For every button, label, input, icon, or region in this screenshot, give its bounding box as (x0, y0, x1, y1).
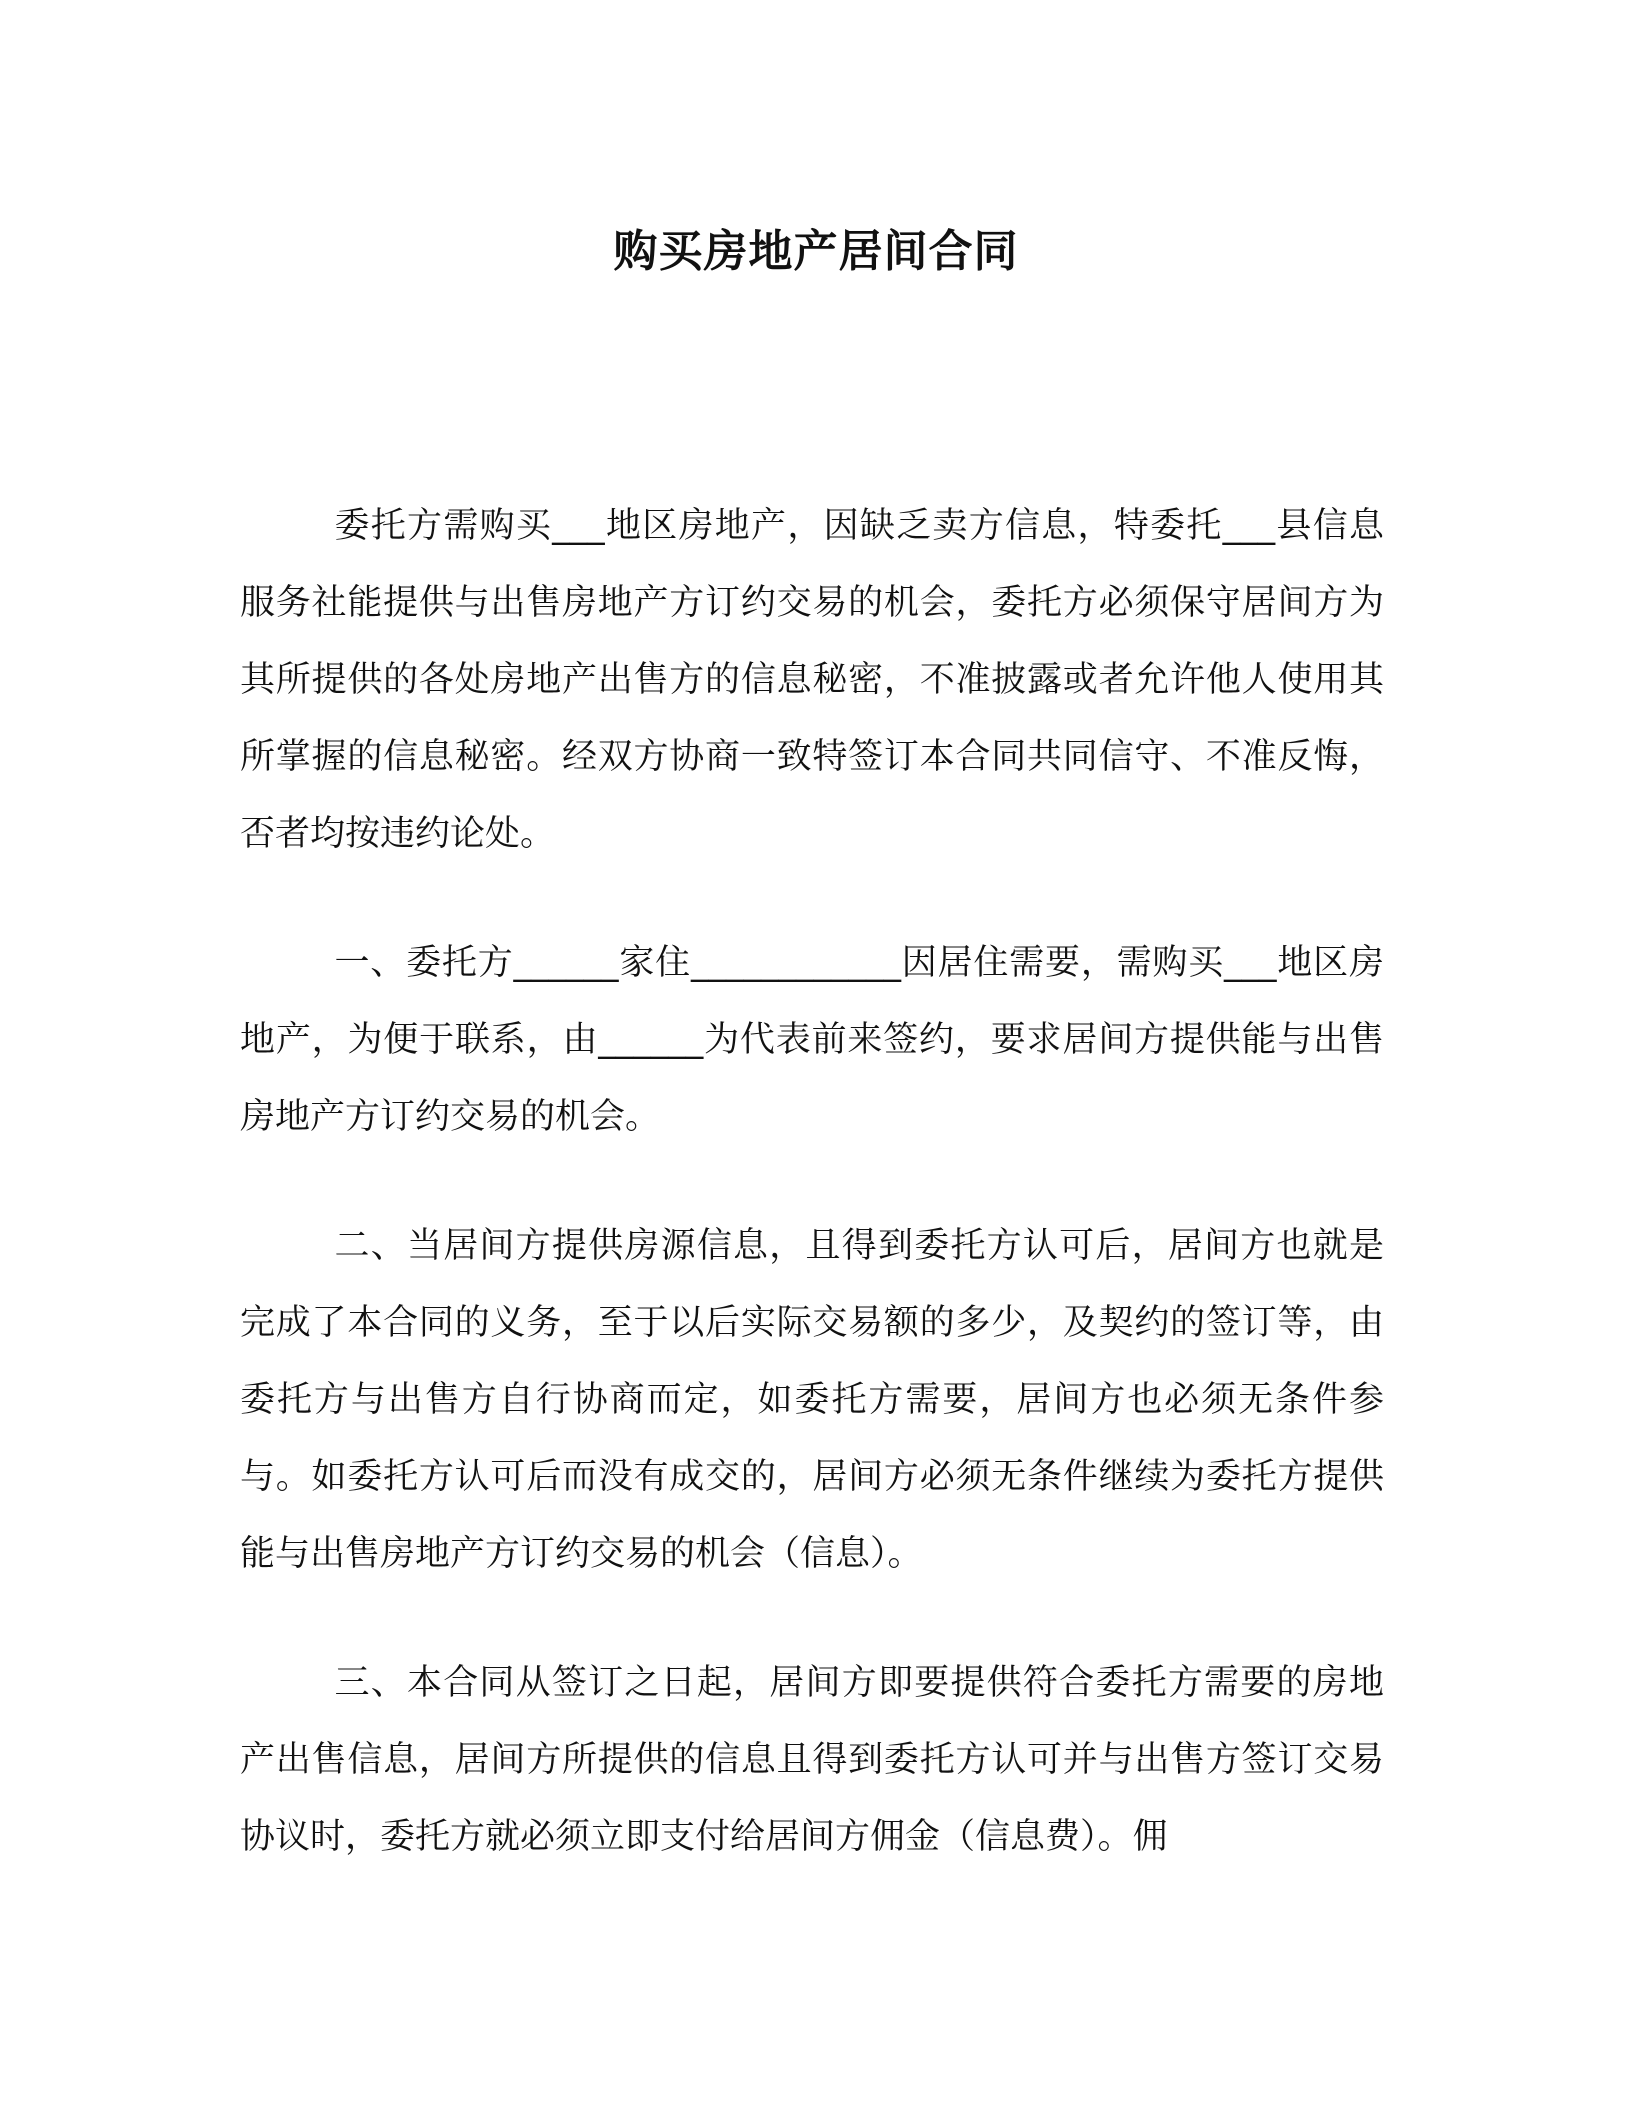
paragraph-clause-1: 一、委托方______家住____________因居住需要，需购买___地区房地产，为便于联系，由______为代表前来签约，要求居间方提供能与出售房地产方订约交易的机会。 (240, 943, 1384, 1137)
document-title: 购买房地产居间合同 (613, 226, 1019, 277)
paragraph-clause-2: 二、当居间方提供房源信息，且得到委托方认可后，居间方也就是完成了本合同的义务，至于以后实际交易额的多少，及契约的签订等，由委托方与出售方自行协商而定，如委托方需要，居间方也必须无条件参与。如委托方认可后而没有成交的，居间方必须无条件继续为委托方提供能与出售房地产方订约交易的机会（信息）。 (240, 1226, 1384, 1574)
paragraph-clause-3: 三、本合同从签订之日起，居间方即要提供符合委托方需要的房地产出售信息，居间方所提供的信息且得到委托方认可并与出售方签订交易协议时，委托方就必须立即支付给居间方佣金（信息费）。佣 (240, 1663, 1384, 1857)
paragraph-intro: 委托方需购买___地区房地产，因缺乏卖方信息，特委托___县信息服务社能提供与出售房地产方订约交易的机会，委托方必须保守居间方为其所提供的各处房地产出售方的信息秘密，不准披露或者允许他人使用其所掌握的信息秘密。经双方协商一致特签订本合同共同信守、不准反悔，否者均按违约论处。 (240, 506, 1384, 854)
document-body (240, 488, 1384, 1928)
